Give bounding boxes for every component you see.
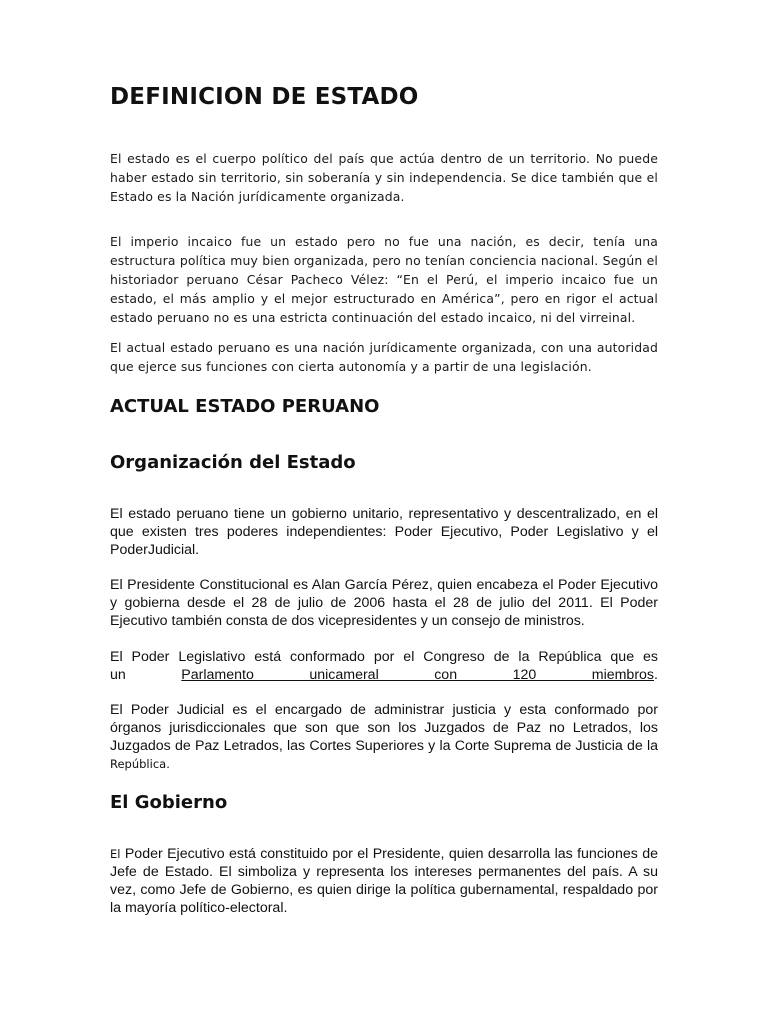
section-heading-gobierno: El Gobierno [110,792,228,813]
organizacion-paragraph-4 [110,701,658,773]
judicial-republica: República. [110,757,170,771]
intro-paragraph-1: El estado es el cuerpo político del país que actúa dentro de un territorio. No puede haber estado sin territorio, sin soberanía y sin independencia. Se dice también que el Estado es la Nación jurídicamente organizada. [110,151,658,204]
gobierno-paragraph-1 [110,845,658,917]
organizacion-paragraph-2: El Presidente Constitucional es Alan García Pérez, quien encabeza el Poder Ejecutivo y gobierna desde el 28 de julio de 2006 hasta el 28 de julio del 2011. El Poder Ejecutivo también consta de dos vicepresidentes y un consejo de ministros. [110,577,658,629]
legislativo-line: El Poder Legislativo está conformado por el Congreso de la República que es [110,649,658,665]
gobierno-text: Poder Ejecutivo está constituido por el Presidente, quien desarrolla las funciones de Jefe de Estado. El simboliza y representa los intereses permanentes del país. A su vez, como Jefe de Gobierno, es quien dirige la política gubernamental, respaldado por la mayoría político-electoral. [110,846,658,916]
subheading-organizacion: Organización del Estado [110,452,356,473]
judicial-text: El Poder Judicial es el encargado de administrar justicia y esta conformado por órganos jurisdiccionales que son que son los Juzgados de Paz no Letrados, los Juzgados de Paz Letrados, las Cortes Superiores y la Corte Suprema de Justicia de la [110,702,658,754]
page-title: DEFINICION DE ESTADO [110,84,419,110]
intro-paragraph-3: El actual estado peruano es una nación jurídicamente organizada, con una autoridad que ejerce sus funciones con cierta autonomía y a partir de una legislación. [110,340,658,374]
organizacion-paragraph-1: El estado peruano tiene un gobierno unitario, representativo y descentralizado, en el que existen tres poderes independientes: Poder Ejecutivo, Poder Legislativo y el PoderJudicial. [110,506,658,558]
legislativo-line-2 [110,666,658,684]
gobierno-lead: El [110,847,121,861]
legislativo-un: un [110,667,126,683]
parlamento-link[interactable]: Parlamento unicameral con 120 miembros [181,667,655,683]
section-heading-actual-estado: ACTUAL ESTADO PERUANO [110,396,380,417]
legislativo-period: . [654,667,658,683]
intro-paragraph-2: El imperio incaico fue un estado pero no fue una nación, es decir, tenía una estructura política muy bien organizada, pero no tenían conciencia nacional. Según el historiador peruano César Pacheco Vélez: “En el Perú, el imperio incaico fue un estado, el más amplio y el mejor estructurado en América”, pero en rigor el actual estado peruano no es una estricta continuación del estado incaico, ni del virreinal. [110,234,658,325]
organizacion-paragraph-3 [110,648,658,684]
